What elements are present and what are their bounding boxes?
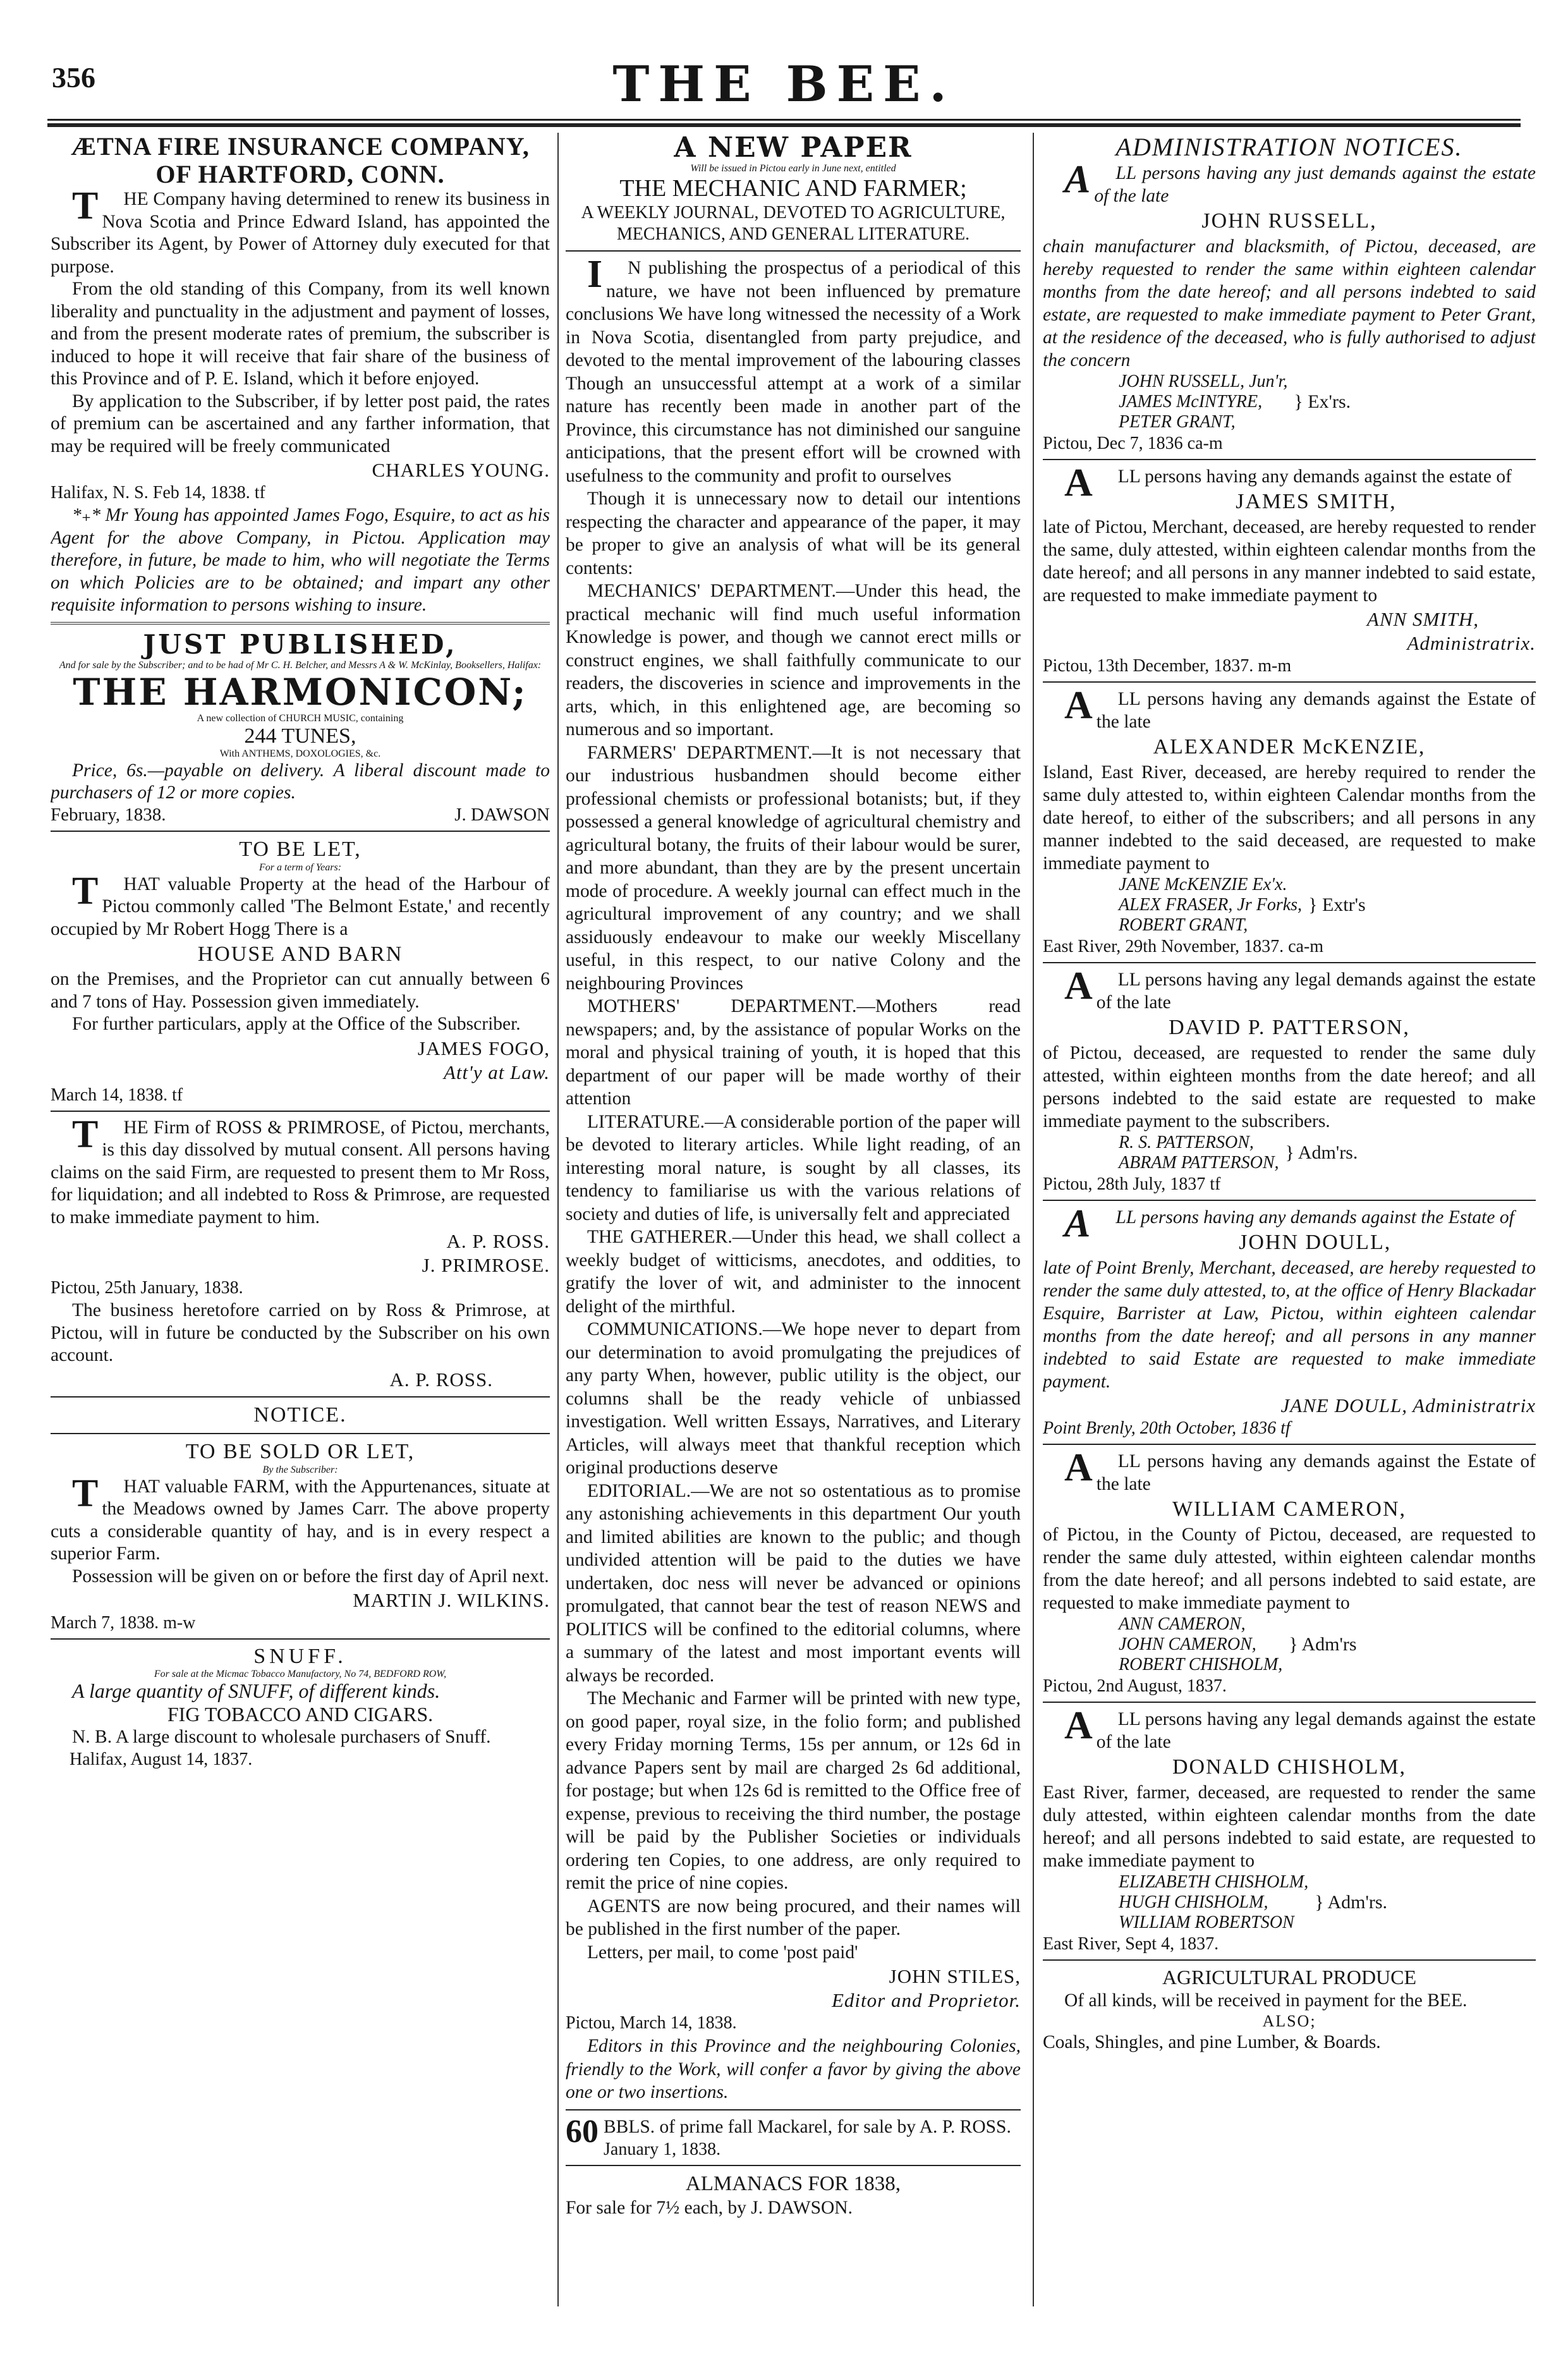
ross-date: Pictou, 25th January, 1838. [51,1278,243,1298]
page-number: 356 [52,61,95,94]
patterson-notice-body: of Pictou, deceased, are requested to render the same duly attested, within eighteen months from the date hereof; and all persons indebted to the said estate are requested to make immediate payment to the subscribers. [1043,1043,1536,1131]
doull-notice-body: late of Point Brenly, Merchant, deceased, are hereby requested to render the same duly attested, to, at the office of Henry Blackadar Esquire, Barrister at Law, Pictou, within eighteen calendar months from the date hereof; and all persons in any manner indebted to said Estate are requested to make immediate payment. [1043,1258,1536,1392]
executor-name: JAMES McINTYRE, [1119,392,1263,411]
to-be-sold-signature: MARTIN J. WILKINS. [353,1589,550,1611]
notice-title: NOTICE. [253,1403,347,1427]
divider [1043,459,1536,460]
gatherer-department: THE GATHERER.—Under this head, we shall collect a weekly budget of witticisms, anecdotes, and oddities, to gratify the lover of wit, and administer to the innocent delight of the mirthful. [566,1227,1021,1317]
aetna-paragraph: By application to the Subscriber, if by letter post paid, the rates of premium can be ascertained and any farther information, that may be required will be freely communicated [51,391,550,456]
to-be-sold-date: March 7, 1838. m-w [51,1613,196,1633]
house-and-barn: HOUSE AND BARN [197,942,403,966]
administrator-label: } Adm'rs. [1285,1142,1358,1163]
administrator-label: } Adm'rs. [1315,1892,1388,1913]
divider [1043,1702,1536,1703]
fig-tobacco-title: FIG TOBACCO AND CIGARS. [167,1702,434,1726]
harmonicon-price: Price, 6s.—payable on delivery. A liberal discount made to purchasers of 12 or more copies. [51,760,550,803]
administrator-name: JOHN CAMERON, [1119,1635,1256,1654]
doull-name: JOHN DOULL, [1239,1231,1392,1254]
ross-primrose-paragraph: THE Firm of ROSS & PRIMROSE, of Pictou, merchants, is this day dissolved by mutual consent. All persons having claims on the said Firm, are requested to present them to Mr Ross, for liquidation; and all indebted to Ross & Primrose, are requested to make immediate payment to him. [51,1112,550,1227]
literature-department: LITERATURE.—A considerable portion of the paper will be devoted to literary articles. While light reading, of an interesting moral nature, is sought by all classes, its tendency to familiarise us with the various relations of society and duties of life, is universally felt and appreciated [566,1111,1021,1224]
letters-paragraph: Letters, per mail, to come 'post paid' [587,1942,858,1963]
new-paper-title: A NEW PAPER [674,133,913,164]
to-let-paragraph: on the Premises, and the Proprietor can cut annually between 6 and 7 tons of Hay. Possession given immediately. [51,969,550,1012]
aetna-agent-note: *₊* Mr Young has appointed James Fogo, Esquire, to act as his Agent for the above Company, in Pictou. Application may therefore, in future, be made to him, who will negotiate the Terms on which Policies are to be obtained; and impart any other requisite information to persons wishing to insure. [51,505,550,615]
divider [51,1433,550,1434]
administrator-name: ANN CAMERON, [1119,1614,1246,1634]
agricultural-produce-title: AGRICULTURAL PRODUCE [1162,1966,1417,1989]
divider [566,2165,1021,2166]
harmonicon-signature: J. DAWSON [454,804,550,825]
column-divider [557,133,559,2306]
executor-name: ALEX FRASER, Jr Forks, [1119,895,1303,915]
to-be-sold-paragraph: THAT valuable FARM, with the Appurtenances, situate at the Meadows owned by James Carr. The above property cuts a considerable quantity of hay, and is in every respect a superior Farm. [51,1471,550,1564]
executor-label: } Ex'rs. [1294,391,1351,412]
paper-description: A WEEKLY JOURNAL, DEVOTED TO AGRICULTURE, MECHANICS, AND GENERAL LITERATURE. [581,203,1006,244]
russell-notice: ALL persons having any just demands against the estate of the late [1064,158,1536,206]
harmonicon-date: February, 1838. [51,804,166,825]
cameron-notice: ALL persons having any demands against the Estate of the late [1064,1446,1536,1494]
editor-signature: JOHN STILES, [889,1965,1021,1987]
prospectus-paragraph: Though it is unnecessary now to detail our intentions respecting the character and appearance of the paper, it may be proper to give an analysis of what will be its general contents: [566,489,1021,578]
divider [1043,1200,1536,1201]
doull-signature: JANE DOULL, Administratrix [1280,1394,1536,1416]
patterson-notice: ALL persons having any legal demands against the estate of the late [1064,965,1536,1013]
aetna-paragraph: THE Company having determined to renew its business in Nova Scotia and Prince Edward Island, has appointed the Subscriber its Agent, by Power of Attorney duly executed for that purpose. [51,185,550,277]
almanacs-line: For sale for 7½ each, by J. DAWSON. [566,2198,853,2218]
chisholm-notice-body: East River, farmer, deceased, are requested to render the same duly attested, within eighteen calendar months from the date hereof; and all persons indebted to said estate, are requested to make immediate payment to [1043,1782,1536,1871]
smith-signature: ANN SMITH, [1366,608,1479,630]
executor-name: JANE McKENZIE Ex'x. [1119,875,1287,894]
patterson-name: DAVID P. PATTERSON, [1169,1016,1410,1039]
aetna-title: ÆTNA FIRE INSURANCE COMPANY, OF HARTFORD, CONN. [71,133,530,188]
terms-paragraph: The Mechanic and Farmer will be printed with new type, on good paper, royal size, in the folio form; and published every Friday morning Terms, 15s per annum, or 12s 6d in advance Papers sent by mail are charged 2s 6d additional, for postage; but when 12s 6d is remitted to the Office free of expense, previous to receiving the third number, the postage will be paid by the Publisher Societies or individuals ordering ten Copies, to one address, are only required to remit the price of nine copies. [566,1688,1021,1893]
column-middle [566,133,1021,2303]
divider [51,831,550,832]
administrator-name: WILLIAM ROBERTSON [1119,1913,1294,1932]
paper-name: THE MECHANIC AND FARMER; [619,175,967,202]
smith-date: Pictou, 13th December, 1837. m-m [1043,656,1292,676]
doull-notice: ALL persons having any demands against the Estate of [1064,1202,1514,1245]
mackarel-text: BBLS. of prime fall Mackarel, for sale by A. P. ROSS. [604,2116,1011,2137]
divider [51,1638,550,1640]
divider [51,1111,550,1112]
to-be-sold-title: TO BE SOLD OR LET, [185,1439,415,1463]
harmonicon-line: A new collection of CHURCH MUSIC, containing [197,712,404,724]
prospectus-paragraph: IN publishing the prospectus of a periodical of this nature, we have not been influenced by premature conclusions We have long witnessed the necessity of a Work in Nova Scotia, disentangled from party prejudice, and devoted to the mental improvement of the labouring classes Though an unsuccessful attempt at a work of a similar nature has recently been made in another part of the Province, this circumstance has not diminished our sanguine anticipations, that the present effort will be crowned with usefulness to the community and profit to ourselves [566,253,1021,486]
divider [566,250,1021,252]
to-let-signature: JAMES FOGO, [417,1037,550,1059]
harmonicon-title: THE HARMONICON; [73,670,528,714]
smith-notice-body: late of Pictou, Merchant, deceased, are hereby requested to render the same, duly attested, within eighteen calendar months from the date hereof; and all persons in any manner indebted to said estate, are requested to make immediate payment to [1043,517,1536,606]
patterson-date: Pictou, 28th July, 1837 tf [1043,1174,1221,1194]
fig-tobacco-date: Halifax, August 14, 1837. [70,1750,253,1769]
editor-title: Editor and Proprietor. [831,1989,1021,2011]
aetna-paragraph: From the old standing of this Company, from its well known liberality and punctuality in the adjustment and payment of losses, and from the present moderate rates of premium, the subscriber is induced to hope it will receive that fair share of the business of this Province and of P. E. Island, which it before enjoyed. [51,279,550,389]
mothers-department: MOTHERS' DEPARTMENT.—Mothers read newspapers; and, by the assistance of popular Works on the moral and physical training of youth, it is hoped that this department of our paper will be made worthy of their attention [566,996,1021,1109]
to-let-paragraph: For further particulars, apply at the Office of the Subscriber. [72,1014,521,1034]
masthead: THE BEE. [612,56,956,113]
administrator-name: ELIZABETH CHISHOLM, [1119,1872,1309,1892]
smith-notice: ALL persons having any demands against the estate of [1064,461,1512,504]
harmonicon-line: With ANTHEMS, DOXOLOGIES, &c. [219,748,381,759]
doull-date: Point Brenly, 20th October, 1836 tf [1043,1418,1291,1438]
mackarel-quantity: 60 [566,2113,599,2150]
chisholm-notice: ALL persons having any legal demands against the estate of the late [1064,1704,1536,1752]
to-let-signature-title: Att'y at Law. [443,1061,550,1083]
column-left [51,133,550,2303]
mackarel-date: January 1, 1838. [604,2140,721,2159]
header-rule [47,119,1521,127]
cameron-name: WILLIAM CAMERON, [1172,1497,1407,1521]
snuff-title: SNUFF. [253,1645,347,1668]
divider [51,622,550,624]
russell-date: Pictou, Dec 7, 1836 ca-m [1043,434,1223,453]
administrator-name: ABRAM PATTERSON, [1119,1153,1279,1172]
primrose-signature: J. PRIMROSE. [422,1254,550,1276]
prospectus-date: Pictou, March 14, 1838. [566,2013,737,2033]
ross-signature: A. P. ROSS. [446,1230,550,1252]
russell-name: JOHN RUSSELL, [1201,209,1377,233]
mckenzie-notice: ALL persons having any demands against the Estate of the late [1064,684,1536,732]
editorial-department: EDITORIAL.—We are not so ostentatious as to promise any astonishing achievements in this department Our youth and limited abilities are known to the public; and though undivided attention will be paid to the duties we have undertaken, doc ness will never be advanced or opinions promulgated, that cannot bear the test of reason NEWS and POLITICS will be confined to the editorial columns, where a summary of the latest and most important events will always be recorded. [566,1480,1021,1686]
administrator-name: ROBERT CHISHOLM, [1119,1655,1283,1674]
chisholm-name: DONALD CHISHOLM, [1172,1755,1407,1779]
administrator-name: R. S. PATTERSON, [1119,1133,1254,1152]
snuff-paragraph: A large quantity of SNUFF, of different kinds. [72,1679,441,1702]
mckenzie-date: East River, 29th November, 1837. ca-m [1043,937,1324,956]
mechanics-department: MECHANICS' DEPARTMENT.—Under this head, the practical mechanic will find much useful information Knowledge is power, and though we cannot erect mills or construct engines, we shall faithfully communicate to our readers, the discoveries in science and improvements in the arts, which, in this enlightened age, are becoming so numerous and so important. [566,581,1021,740]
just-published-title: JUST PUBLISHED, [143,628,458,660]
divider [51,1396,550,1398]
communications-department: COMMUNICATIONS.—We hope never to depart from our determination to avoid promulgating the prejudices of any party When, however, public utility is the object, our columns shall be the ready vehicle of unbiassed investigation. Well written Essays, Narratives, and Literary Articles, will always meet that thankful reception which original productions deserve [566,1319,1021,1478]
also-heading: ALSO; [1262,2012,1316,2030]
administrator-label: } Adm'rs [1289,1634,1357,1655]
almanacs-title: ALMANACS FOR 1838, [685,2172,901,2195]
farmers-department: FARMERS' DEPARTMENT.—It is not necessary that our industrious husbandmen should become either professional chemists or professional botanists; but, if they possessed a general knowledge of agricultural chemistry and agricultural botany, the fruits of their labour would be surer, and more abundant, than they are by the present uncertain mode of procedure. A weekly journal can effect much in the agricultural improvement of any country; and we shall assiduously endeavour to make our weekly Miscellany useful, in this respect, to our native Colony and the neighbouring Provinces [566,742,1021,994]
executor-name: ROBERT GRANT, [1119,915,1248,935]
divider [1043,962,1536,963]
new-paper-sub: Will be issued in Pictou early in June next, entitled [690,163,896,174]
executor-label: } Extr's [1308,894,1366,915]
to-let-date: March 14, 1838. tf [51,1085,183,1105]
ross-paragraph: The business heretofore carried on by Ross & Primrose, at Pictou, will in future be conducted by the Subscriber on his own account. [51,1300,550,1365]
column-right [1043,133,1536,2303]
administration-notices-title: ADMINISTRATION NOTICES. [1115,133,1463,161]
mckenzie-name: ALEXANDER McKENZIE, [1153,735,1426,758]
editors-note: Editors in this Province and the neighbouring Colonies, friendly to the Work, will confer a favor by giving the above one or two insertions. [566,2036,1021,2102]
to-let-title: TO BE LET, [239,837,362,861]
executor-name: JOHN RUSSELL, Jun'r, [1119,372,1288,391]
divider [566,2109,1021,2110]
to-let-sub: For a term of Years: [258,862,342,873]
aetna-date: Halifax, N. S. Feb 14, 1838. tf [51,483,265,502]
also-paragraph: Coals, Shingles, and pine Lumber, & Boards. [1043,2032,1381,2052]
fig-tobacco-paragraph: N. B. A large discount to wholesale purchasers of Snuff. [72,1726,491,1747]
chisholm-date: East River, Sept 4, 1837. [1043,1934,1219,1954]
just-published-sub: And for sale by the Subscriber; and to be had of Mr C. H. Belcher, and Messrs A & W. McKinlay, Booksellers, Halifax: [59,659,542,671]
divider [1043,681,1536,683]
harmonicon-tunes: 244 TUNES, [244,724,356,748]
agents-paragraph: AGENTS are now being procured, and their names will be published in the first number of the paper. [566,1896,1021,1939]
column-divider [1033,133,1034,2306]
russell-notice-body: chain manufacturer and blacksmith, of Pictou, deceased, are hereby requested to render the same within eighteen calendar months from the date hereof; and all persons indebted to said estate, are requested to make immediate payment to Peter Grant, at the residence of the deceased, who is fully authorised to adjust the concern [1043,236,1536,370]
executor-name: PETER GRANT, [1119,412,1236,432]
divider [1043,1959,1536,1961]
administrator-name: HUGH CHISHOLM, [1119,1892,1268,1912]
to-be-sold-sub: By the Subscriber: [262,1464,338,1475]
agricultural-produce-paragraph: Of all kinds, will be received in payment for the BEE. [1064,1990,1468,2011]
ross-signature: A. P. ROSS. [389,1368,493,1391]
divider [1043,1444,1536,1445]
snuff-sub: For sale at the Micmac Tobacco Manufactory, No 74, BEDFORD ROW, [154,1669,447,1679]
smith-name: JAMES SMITH, [1236,490,1397,513]
to-let-paragraph: THAT valuable Property at the head of the Harbour of Pictou commonly called 'The Belmont Estate,' and recently occupied by Mr Robert Hogg There is a [51,869,550,939]
mckenzie-notice-body: Island, East River, deceased, are hereby required to render the same duly attested to, within eighteen Calendar months from the date hereof, to either of the subscribers; and all persons in any manner indebted to the said deceased, are requested to make immediate payment to [1043,762,1536,874]
cameron-notice-body: of Pictou, in the County of Pictou, deceased, are requested to render the same duly attested, within eighteen calendar months from the date hereof; and all persons indebted to said estate, are requested to make immediate payment to [1043,1525,1536,1613]
smith-signature-title: Administratrix. [1407,632,1536,654]
cameron-date: Pictou, 2nd August, 1837. [1043,1676,1227,1696]
aetna-signature: CHARLES YOUNG. [372,459,550,481]
to-be-sold-paragraph: Possession will be given on or before the first day of April next. [72,1566,549,1587]
